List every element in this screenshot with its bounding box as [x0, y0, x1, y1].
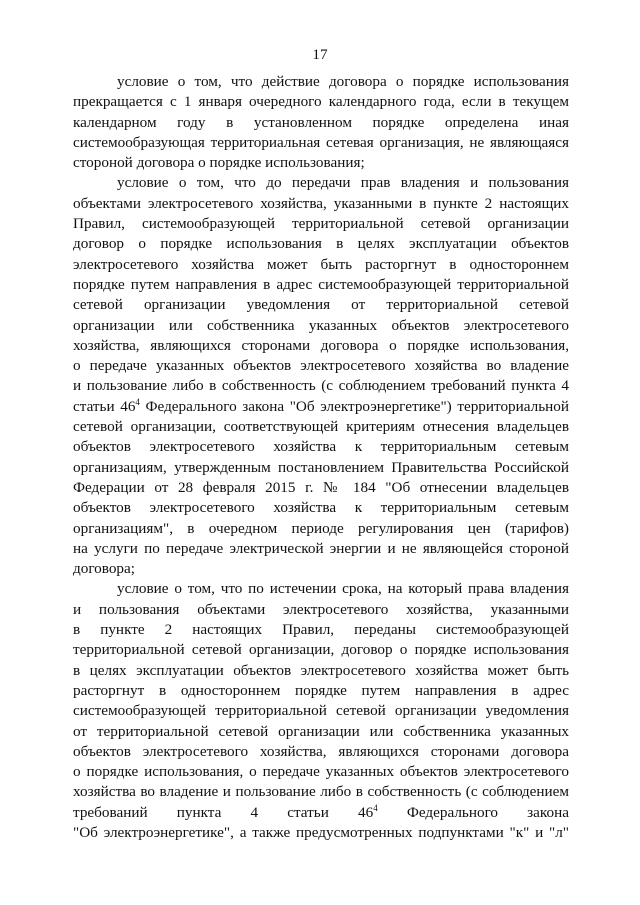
text-line: территориальной сетевой организации, договор о порядке использования — [73, 641, 569, 659]
text-line: и пользования объектами электросетевого хозяйства, указанными — [73, 600, 569, 618]
text-line: о порядке использования, о передаче указанных объектов электросетевого — [73, 763, 569, 781]
text-line: сетевой организации, соответствующей критериям отнесения владельцев — [73, 418, 569, 436]
text-line: в целях эксплуатации объектов электросетевого хозяйства может быть — [73, 661, 569, 679]
text-line: условие о том, что по истечении срока, на который права владения — [117, 580, 569, 598]
text-line: объектами электросетевого хозяйства, указанными в пункте 2 настоящих — [73, 194, 569, 212]
text-line: Правил, системообразующей территориальной сетевой организации — [73, 215, 569, 233]
text-line: договор о порядке использования в целях эксплуатации объектов — [73, 235, 569, 253]
text-line: на услуги по передаче электрической энергии и не являющейся стороной — [73, 539, 569, 557]
text-line: о передаче указанных объектов электросетевого хозяйства во владение — [73, 357, 569, 375]
text-line: условие о том, что действие договора о порядке использования — [117, 73, 569, 90]
text-line: от территориальной сетевой организации или собственника указанных — [73, 722, 569, 740]
text-line: Федерации от 28 февраля 2015 г. № 184 "Об отнесении владельцев — [73, 478, 569, 496]
text-line: статьи $46^4$ Федерального закона "Об электроэнергетике") территориальной — [73, 396, 569, 415]
text-line: требований пункта 4 статьи $46^4$ Федерального закона — [73, 802, 569, 821]
paragraph — [73, 579, 569, 843]
paragraph — [73, 72, 569, 173]
text-line: календарном году в установленном порядке определена иная — [73, 113, 569, 131]
text-line: прекращается с 1 января очередного календарного года, если в текущем — [73, 93, 569, 111]
text-line: организации или собственника указанных объектов электросетевого — [73, 316, 569, 334]
text-line: в пункте 2 настоящих Правил, переданы системообразующей — [73, 621, 569, 639]
text-line: системообразующая территориальная сетевая организация, не являющаяся — [73, 133, 569, 151]
text-line: стороной договора о порядке использования; — [73, 154, 365, 172]
text-line: организациям", в очередном периоде регулирования цен (тарифов) — [73, 519, 569, 537]
superscript: 4 — [135, 396, 140, 407]
text-line: организациям, утвержденным постановлением Правительства Российской — [73, 458, 569, 476]
text-line: расторгнут в одностороннем порядке путем направления в адрес — [73, 681, 569, 699]
text-line: хозяйства, являющихся сторонами договора о порядке использования, — [73, 336, 569, 354]
superscript: 4 — [373, 802, 378, 813]
text-line: объектов электросетевого хозяйства, являющихся сторонами договора — [73, 742, 569, 760]
page-number: 17 — [312, 46, 328, 63]
text-line: и пользование либо в собственность (с соблюдением требований пункта 4 — [73, 377, 569, 395]
text-line: хозяйства во владение и пользование либо в собственность (с соблюдением — [73, 783, 569, 801]
text-line: объектов электросетевого хозяйства к территориальным сетевым — [73, 438, 569, 456]
text-line: договора; — [73, 560, 135, 578]
text-line: порядке путем направления в адрес системообразующей территориальной — [73, 275, 569, 293]
text-line: сетевой организации уведомления от территориальной сетевой — [73, 296, 569, 314]
text-line: объектов электросетевого хозяйства к территориальным сетевым — [73, 499, 569, 517]
text-line: системообразующей территориальной сетевой организации уведомления — [73, 702, 569, 720]
text-line: электросетевого хозяйства может быть расторгнут в одностороннем — [73, 255, 569, 273]
paragraph — [73, 173, 569, 579]
text-line: "Об электроэнергетике", а также предусмотренных подпунктами "к" и "л" — [73, 823, 569, 841]
text-line: условие о том, что до передачи прав владения и пользования — [117, 174, 569, 192]
document-body — [73, 72, 569, 843]
